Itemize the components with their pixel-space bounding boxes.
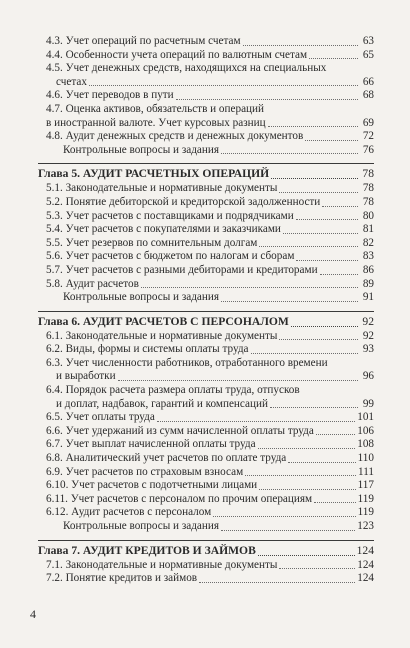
entry-title-line2: в иностранной валюте. Учет курсовых разниц xyxy=(46,116,266,129)
toc-entry xyxy=(38,278,374,292)
entry-title: 5.5. Учет резервов по сомнительным долгам xyxy=(46,236,258,249)
page-ref: 66 xyxy=(362,75,374,88)
page-ref: 81 xyxy=(362,223,374,236)
toc-entry xyxy=(38,438,374,452)
dot-leader xyxy=(314,501,356,503)
entry-title-line2: счетах xyxy=(56,75,87,88)
dot-leader xyxy=(258,554,355,556)
toc-entry xyxy=(38,250,374,264)
entry-title-line1: 6.3. Учет численности работников, отработанного времени xyxy=(46,356,328,369)
page-ref: 72 xyxy=(362,130,374,143)
page-ref: 78 xyxy=(362,195,374,208)
toc-entry xyxy=(38,264,374,278)
dot-leader xyxy=(251,352,359,354)
entry-title: Контрольные вопросы и задания xyxy=(63,291,219,304)
dot-leader xyxy=(89,84,358,86)
page-ref: 82 xyxy=(362,236,374,249)
page-ref: 93 xyxy=(362,343,374,356)
dot-leader xyxy=(259,488,355,490)
entry-title: 5.8. Аудит расчетов xyxy=(46,277,139,290)
dot-leader xyxy=(320,273,358,275)
dot-leader xyxy=(221,529,355,531)
dot-leader xyxy=(221,152,358,154)
entry-title: 5.7. Учет расчетов с разными дебиторами и кредиторами xyxy=(46,263,318,276)
entry-title: 4.4. Особенности учета операций по валютным счетам xyxy=(46,48,308,61)
toc-subentry xyxy=(38,144,374,158)
entry-title-line2: и доплат, надбавок, гарантий и компенсаций xyxy=(56,397,268,410)
toc-entry xyxy=(38,182,374,196)
dot-leader xyxy=(296,218,358,220)
dot-leader xyxy=(288,461,355,463)
entry-title: 7.1. Законодательные и нормативные документы xyxy=(46,558,278,571)
entry-title: 7.2. Понятие кредитов и займов xyxy=(46,572,198,585)
toc-entry xyxy=(38,466,374,480)
toc-entry xyxy=(38,493,374,507)
page-ref: 96 xyxy=(362,370,374,383)
chapter-heading xyxy=(38,163,374,182)
toc-entry xyxy=(38,49,374,63)
page-number: 4 xyxy=(30,607,36,621)
entry-title: 6.8. Аналитический учет расчетов по оплате труда xyxy=(46,452,287,465)
entry-title: 5.4. Учет расчетов с покупателями и заказчиками xyxy=(46,223,281,236)
chapter-title: Глава 7. АУДИТ КРЕДИТОВ И ЗАЙМОВ xyxy=(38,543,256,557)
entry-title: 6.1. Законодательные и нормативные документы xyxy=(46,329,278,342)
dot-leader xyxy=(279,338,358,340)
dot-leader xyxy=(279,567,355,569)
dot-leader xyxy=(279,191,358,193)
page-ref: 124 xyxy=(356,543,374,557)
entry-title: 6.9. Учет расчетов по страховым взносам xyxy=(46,465,244,478)
toc-entry xyxy=(38,411,374,425)
entry-title: Контрольные вопросы и задания xyxy=(63,520,219,532)
page-ref: 119 xyxy=(357,506,374,519)
entry-title: 6.11. Учет расчетов с персоналом по прочим операциям xyxy=(46,492,313,505)
page-ref: 101 xyxy=(357,411,374,424)
dot-leader xyxy=(309,57,358,59)
page-ref: 92 xyxy=(362,329,374,342)
entry-title: 4.3. Учет операций по расчетным счетам xyxy=(46,35,241,47)
chapter-title: Глава 6. АУДИТ РАСЧЕТОВ С ПЕРСОНАЛОМ xyxy=(38,314,289,328)
toc-entry xyxy=(38,35,374,49)
entry-title: 6.5. Учет оплаты труда xyxy=(46,411,155,424)
entry-title-line1: 4.7. Оценка активов, обязательств и операций xyxy=(46,102,265,115)
toc-entry xyxy=(38,357,374,384)
chapter-title: Глава 5. АУДИТ РАСЧЕТНЫХ ОПЕРАЦИЙ xyxy=(38,167,270,181)
toc-entry xyxy=(38,479,374,493)
dot-leader xyxy=(199,581,355,583)
dot-leader xyxy=(213,515,355,517)
dot-leader xyxy=(221,300,358,302)
dot-leader xyxy=(245,474,356,476)
page-ref: 65 xyxy=(362,48,374,61)
page-ref: 63 xyxy=(362,35,374,47)
page-ref: 78 xyxy=(362,182,374,195)
toc-entry xyxy=(38,130,374,144)
toc-entry xyxy=(38,89,374,103)
page-ref: 76 xyxy=(362,143,374,156)
entry-title: 5.6. Учет расчетов с бюджетом по налогам и сборам xyxy=(46,250,295,263)
entry-title: 5.3. Учет расчетов с поставщиками и подрядчиками xyxy=(46,209,294,222)
page-ref: 117 xyxy=(357,479,374,492)
page-ref: 69 xyxy=(362,116,374,129)
toc-entry xyxy=(38,62,374,89)
page-ref: 106 xyxy=(357,424,374,437)
toc-subentry xyxy=(38,291,374,305)
toc-entry xyxy=(38,237,374,251)
toc-subentry xyxy=(38,520,374,534)
entry-title: Контрольные вопросы и задания xyxy=(63,143,219,156)
dot-leader xyxy=(141,286,358,288)
dot-leader xyxy=(270,406,358,408)
entry-title: 6.12. Аудит расчетов с персоналом xyxy=(46,506,212,519)
dot-leader xyxy=(283,232,358,234)
page-ref: 89 xyxy=(362,277,374,290)
page-ref: 92 xyxy=(362,314,374,328)
toc-entry xyxy=(38,196,374,210)
dot-leader xyxy=(176,98,358,100)
entry-title: 6.6. Учет удержаний из сумм начисленной оплаты труда xyxy=(46,424,314,437)
toc-entry xyxy=(38,330,374,344)
dot-leader xyxy=(118,379,358,381)
dot-leader xyxy=(271,177,358,179)
dot-leader xyxy=(268,125,358,127)
page-ref: 124 xyxy=(357,558,374,571)
dot-leader xyxy=(259,245,358,247)
toc-entry xyxy=(38,384,374,411)
page-ref: 124 xyxy=(357,572,374,585)
page-ref: 80 xyxy=(362,209,374,222)
toc-entry xyxy=(38,506,374,520)
entry-title: 5.1. Законодательные и нормативные документы xyxy=(46,182,278,195)
page-ref: 68 xyxy=(362,89,374,102)
toc-entry xyxy=(38,343,374,357)
entry-title-line1: 4.5. Учет денежных средств, находящихся на специальных xyxy=(46,62,327,75)
dot-leader xyxy=(322,205,358,207)
dot-leader xyxy=(157,420,355,422)
entry-title: 4.8. Аудит денежных средств и денежных документов xyxy=(46,130,304,143)
dot-leader xyxy=(316,433,355,435)
page-ref: 99 xyxy=(362,397,374,410)
entry-title: 6.2. Виды, формы и системы оплаты труда xyxy=(46,343,249,356)
page-ref: 119 xyxy=(357,492,374,505)
entry-title: 6.7. Учет выплат начисленной оплаты труда xyxy=(46,438,256,451)
page-ref: 91 xyxy=(362,291,374,304)
entry-title: 4.6. Учет переводов в пути xyxy=(46,89,174,102)
dot-leader xyxy=(243,44,358,46)
dot-leader xyxy=(291,325,358,327)
table-of-contents xyxy=(38,35,374,586)
toc-entry xyxy=(38,559,374,573)
page-ref: 78 xyxy=(362,167,374,181)
page-ref: 111 xyxy=(358,465,374,478)
entry-title: 5.2. Понятие дебиторской и кредиторской задолженности xyxy=(46,195,321,208)
entry-title: 6.10. Учет расчетов с подотчетными лицами xyxy=(46,479,258,492)
page-ref: 86 xyxy=(362,263,374,276)
entry-title-line1: 6.4. Порядок расчета размера оплаты труда, отпусков xyxy=(46,384,300,397)
page-ref: 123 xyxy=(357,520,374,532)
page-ref: 110 xyxy=(357,452,374,465)
entry-title-line2: и выработки xyxy=(56,370,116,383)
toc-entry xyxy=(38,103,374,130)
toc-entry xyxy=(38,425,374,439)
page-ref: 83 xyxy=(362,250,374,263)
toc-entry xyxy=(38,223,374,237)
toc-entry xyxy=(38,452,374,466)
toc-entry xyxy=(38,572,374,586)
dot-leader xyxy=(305,139,358,141)
toc-entry xyxy=(38,210,374,224)
dot-leader xyxy=(258,447,356,449)
dot-leader xyxy=(296,259,358,261)
chapter-heading xyxy=(38,311,374,330)
page-ref: 108 xyxy=(357,438,374,451)
chapter-heading xyxy=(38,540,374,559)
